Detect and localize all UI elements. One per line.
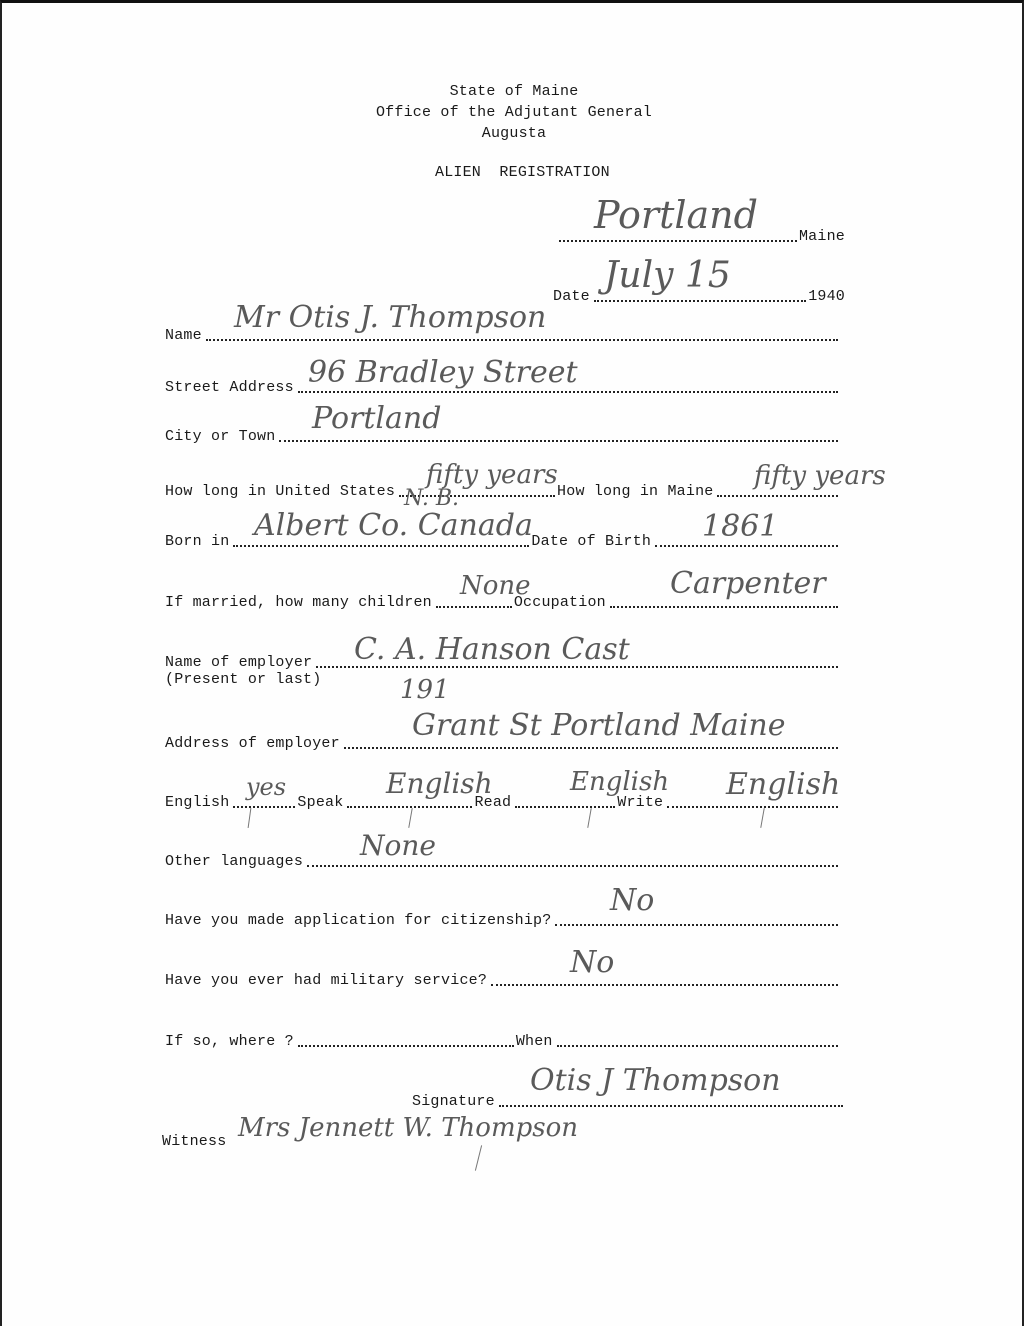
- form-title: ALIEN REGISTRATION: [435, 164, 610, 181]
- name-label: Name: [165, 327, 202, 344]
- signature-label: Signature: [412, 1093, 495, 1110]
- header-state: State of Maine: [449, 83, 579, 100]
- where-line[interactable]: [298, 1035, 514, 1047]
- occupation-value: Carpenter: [670, 566, 826, 601]
- employer-addr-note: 191: [400, 675, 450, 705]
- date-year: 1940: [808, 288, 845, 305]
- dob-label: Date of Birth: [531, 533, 652, 550]
- occupation-label: Occupation: [513, 594, 606, 611]
- when-line[interactable]: [557, 1035, 838, 1047]
- us-time-value: fifty years: [426, 460, 558, 490]
- children-label: If married, how many children: [165, 594, 432, 611]
- citizenship-label: Have you made application for citizenship?: [165, 912, 552, 929]
- maine-time-label: How long in Maine: [557, 483, 714, 500]
- read-line[interactable]: [515, 796, 615, 808]
- city-label: City or Town: [165, 428, 276, 445]
- employer-address-label: Address of employer: [165, 735, 340, 752]
- born-note: N. B.: [404, 486, 459, 511]
- location-value: Portland: [594, 193, 758, 237]
- born-label: Born in: [165, 533, 230, 550]
- employer-address-value: Grant St Portland Maine: [412, 708, 786, 743]
- location-suffix: Maine: [798, 228, 845, 245]
- date-value: July 15: [604, 255, 731, 296]
- english-value: yes: [246, 773, 287, 801]
- write-label: Write: [617, 794, 664, 811]
- military-value: No: [570, 945, 615, 980]
- children-value: None: [460, 571, 531, 601]
- witness-value: Mrs Jennett W. Thompson: [238, 1113, 578, 1143]
- citizenship-value: No: [610, 883, 655, 918]
- citizenship-row: [165, 909, 840, 929]
- read-label: Read: [474, 794, 512, 811]
- header-city: Augusta: [481, 125, 547, 142]
- check-stroke: [587, 808, 591, 828]
- when-label: When: [515, 1033, 553, 1050]
- other-languages-row: [165, 850, 840, 870]
- dob-value: 1861: [702, 509, 779, 544]
- check-stroke: [760, 808, 764, 828]
- military-label: Have you ever had military service?: [165, 972, 488, 989]
- english-label: English: [165, 794, 230, 811]
- employer-value: C. A. Hanson Cast: [354, 632, 630, 667]
- write-value: English: [726, 767, 841, 802]
- street-value: 96 Bradley Street: [308, 355, 578, 390]
- city-row: [165, 425, 840, 445]
- signature-value: Otis J Thompson: [530, 1063, 781, 1098]
- citizenship-line[interactable]: [555, 914, 838, 926]
- other-languages-value: None: [360, 829, 436, 862]
- check-stroke: [408, 808, 412, 828]
- us-time-label: How long in United States: [165, 483, 396, 500]
- header-office: Office of the Adjutant General: [375, 104, 653, 121]
- born-value: Albert Co. Canada: [254, 508, 533, 543]
- check-stroke: [475, 1145, 482, 1170]
- city-value: Portland: [312, 401, 442, 436]
- where-label: If so, where ?: [165, 1033, 294, 1050]
- employer-sublabel: (Present or last): [165, 671, 322, 688]
- name-value: Mr Otis J. Thompson: [234, 300, 547, 335]
- military-line[interactable]: [491, 974, 838, 986]
- employer-label: Name of employer: [165, 654, 313, 671]
- military-row: [165, 969, 840, 989]
- street-label: Street Address: [165, 379, 294, 396]
- speak-value: English: [386, 767, 493, 800]
- other-languages-label: Other languages: [165, 853, 304, 870]
- check-stroke: [248, 808, 252, 828]
- read-value: English: [570, 767, 670, 797]
- speak-label: Speak: [297, 794, 344, 811]
- maine-time-value: fifty years: [754, 461, 886, 491]
- service-row: [165, 1030, 840, 1050]
- witness-label: Witness: [162, 1133, 227, 1150]
- date-label: Date: [553, 288, 590, 305]
